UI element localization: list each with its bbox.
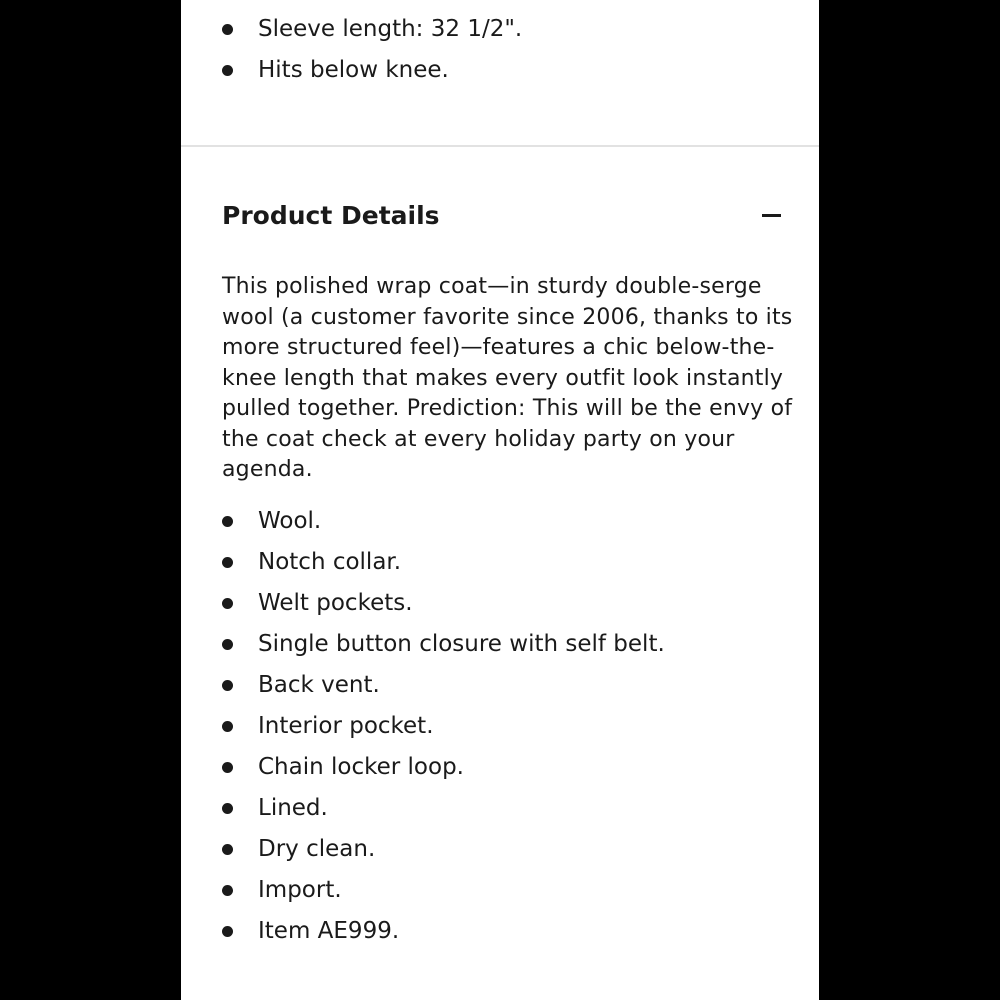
- bullet-dot: [222, 639, 233, 650]
- list-item-text: Back vent.: [258, 672, 380, 698]
- list-item-text: Chain locker loop.: [258, 754, 464, 780]
- bullet-dot: [222, 926, 233, 937]
- list-item: [181, 665, 819, 706]
- bullet-dot: [222, 557, 233, 568]
- list-item: [181, 829, 819, 870]
- list-item-text: Notch collar.: [258, 549, 402, 575]
- bullet-dot: [222, 721, 233, 732]
- list-item-text: Sleeve length: 32 1/2".: [258, 16, 523, 42]
- list-item-text: Item AE999.: [258, 918, 400, 944]
- list-item-text: Lined.: [258, 795, 328, 821]
- list-item-text: Dry clean.: [258, 836, 376, 862]
- bullet-dot: [222, 762, 233, 773]
- product-details-list: [181, 501, 819, 952]
- bullet-dot: [222, 803, 233, 814]
- section-divider: [181, 145, 819, 147]
- list-item-text: Wool.: [258, 508, 322, 534]
- minus-bar: [762, 214, 781, 217]
- list-item-text: Interior pocket.: [258, 713, 434, 739]
- bullet-dot: [222, 844, 233, 855]
- list-item: [181, 50, 819, 91]
- list-item: [181, 788, 819, 829]
- product-page: [181, 0, 819, 1000]
- section-title: Product Details: [222, 201, 440, 230]
- list-item: [181, 9, 819, 50]
- bullet-dot: [222, 24, 233, 35]
- list-item: [181, 583, 819, 624]
- list-item: [181, 501, 819, 542]
- list-item: [181, 747, 819, 788]
- product-details-header[interactable]: [181, 190, 819, 242]
- list-item: [181, 0, 819, 9]
- bullet-dot: [222, 885, 233, 896]
- previous-section-list: [181, 0, 819, 91]
- list-item: [181, 911, 819, 952]
- bullet-dot: [222, 598, 233, 609]
- list-item: [181, 624, 819, 665]
- bullet-dot: [222, 65, 233, 76]
- list-item-text: Single button closure with self belt.: [258, 631, 665, 657]
- list-item-text: Hits below knee.: [258, 57, 449, 83]
- list-item: [181, 870, 819, 911]
- list-item-text: Welt pockets.: [258, 590, 413, 616]
- product-description: This polished wrap coat—in sturdy double-serge wool (a customer favorite since 2006, thanks to its more structured feel)—features a chic below-the-knee length that makes every outfit look instantly pulled together. Prediction: This will be the envy of the coat check at every holiday party on your agenda.: [222, 274, 793, 482]
- list-item-text: Import.: [258, 877, 342, 903]
- list-item: [181, 542, 819, 583]
- minus-icon[interactable]: [753, 202, 789, 230]
- list-item-text: [258, 0, 459, 1]
- list-item: [181, 706, 819, 747]
- bullet-dot: [222, 680, 233, 691]
- bullet-dot: [222, 516, 233, 527]
